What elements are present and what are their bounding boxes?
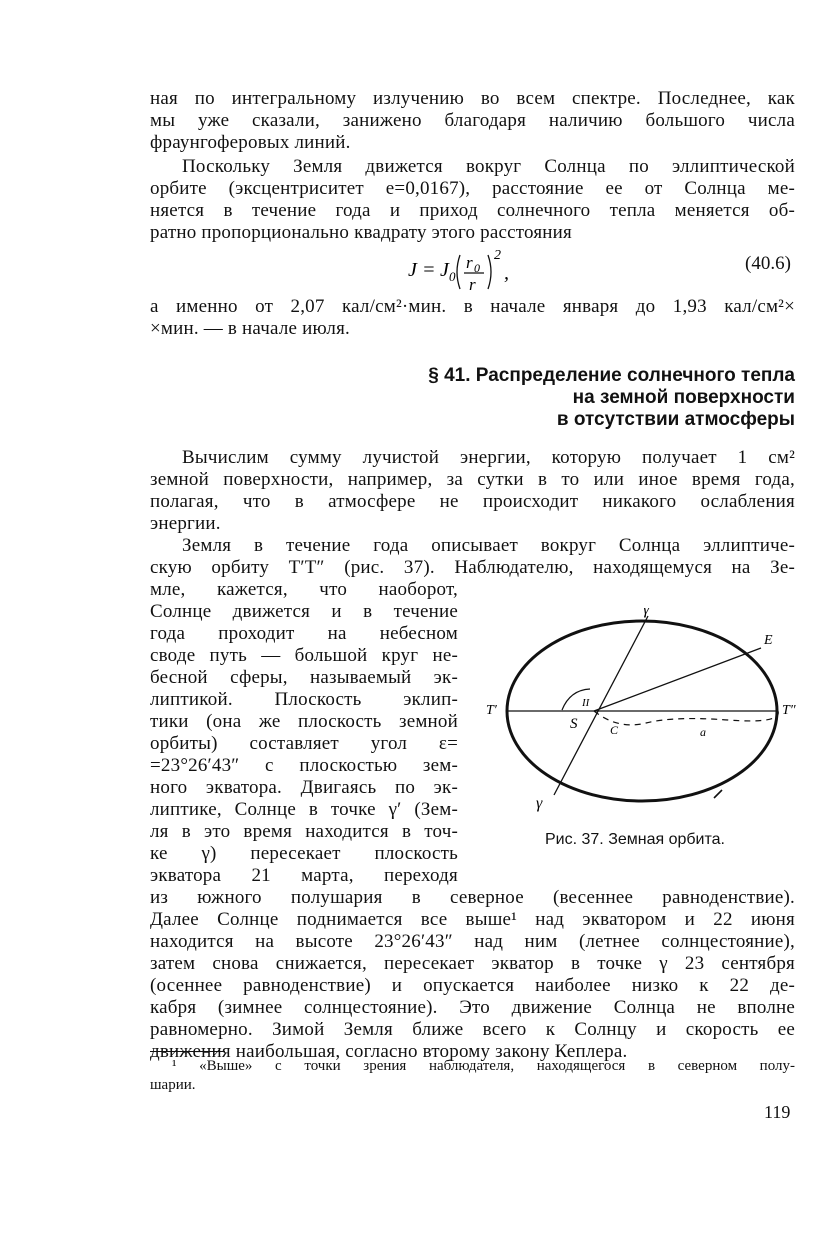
wrapped-line-11: липтике, Солнце в точке γ′ (Зем-	[150, 799, 458, 820]
intro-line-6: няется в течение года и приход солнечного тепла меняется об-	[150, 200, 795, 221]
intro-line-8: а именно от 2,07 кал/см²·мин. в начале января до 1,93 кал/см²×	[150, 296, 795, 317]
conclusion-line-6: кабря (зимнее солнцестояние). Это движение Солнца не вполне	[150, 997, 795, 1018]
conclusion-line-1: из южного полушария в северное (весеннее равноденствие).	[150, 887, 795, 908]
conclusion-line-3: находится на высоте 23°26′43″ над ним (летнее солнцестояние),	[150, 931, 795, 952]
orbit-diagram	[478, 608, 808, 828]
wrapped-line-14: экватора 21 марта, переходя	[150, 865, 458, 886]
footnote-line-1: ¹ «Выше» с точки зрения наблюдателя, находящегося в северном полу-	[172, 1058, 795, 1074]
body-line-5: Земля в течение года описывает вокруг Солнца эллиптиче-	[182, 535, 795, 556]
equation-number: (40.6)	[745, 253, 791, 274]
svg-text:0: 0	[474, 261, 480, 275]
svg-text:J: J	[440, 259, 449, 281]
wrapped-line-5: бесной сферы, называемый эк-	[150, 667, 458, 688]
wrapped-line-8: орбиты) составляет угол ε=	[150, 733, 458, 754]
label-c: C	[610, 723, 619, 737]
wrapped-line-2: Солнце движется и в течение	[150, 601, 458, 622]
body-line-4: энергии.	[150, 513, 221, 534]
formula-graphic	[408, 243, 548, 301]
intro-line-7: ратно пропорционально квадрату этого расстояния	[150, 222, 572, 243]
intro-line-3: фраунгоферовых линий.	[150, 132, 351, 153]
svg-text:J: J	[408, 259, 417, 281]
svg-text:=: =	[422, 259, 436, 281]
conclusion-line-7: равномерно. Зимой Земля ближе всего к Солнцу и скорость ее	[150, 1019, 795, 1040]
wrapped-line-9: =23°26′43″ с плоскостью зем-	[150, 755, 458, 776]
intro-line-2: мы уже сказали, занижено благодаря наличию большого числа	[150, 110, 795, 131]
conclusion-line-2: Далее Солнце поднимается все выше¹ над экватором и 22 июня	[150, 909, 795, 930]
formula-40-6	[408, 243, 548, 307]
svg-text:2: 2	[494, 248, 501, 263]
section-heading-line-3: в отсутствии атмосферы	[556, 409, 795, 430]
wrapped-line-1: мле, кажется, что наоборот,	[150, 579, 458, 600]
body-line-6: скую орбиту T′T″ (рис. 37). Наблюдателю, находящемуся на Зе-	[150, 557, 795, 578]
body-line-1: Вычислим сумму лучистой энергии, которую получает 1 см²	[182, 447, 795, 468]
label-e: E	[764, 633, 773, 648]
body-line-3: полагая, что в атмосфере не происходит никакого ослабления	[150, 491, 795, 512]
label-gamma-prime: γ′	[643, 608, 653, 618]
label-t-prime: T′	[486, 703, 497, 718]
label-a: a	[700, 725, 706, 739]
figure-37	[478, 608, 808, 833]
intro-line-1: ная по интегральному излучению во всем спектре. Последнее, как	[150, 88, 795, 109]
wrapped-line-4: своде путь — большой круг не-	[150, 645, 458, 666]
section-heading-line-2: на земной поверхности	[572, 387, 795, 408]
wrapped-line-6: липтикой. Плоскость эклип-	[150, 689, 458, 710]
intro-line-5: орбите (эксцентриситет e=0,0167), расстояние ее от Солнца ме-	[150, 178, 795, 199]
wrapped-line-12: ля в это время находится в точ-	[150, 821, 458, 842]
page-number: 119	[764, 1102, 791, 1122]
label-s: S	[570, 716, 578, 732]
label-t-double-prime: T″	[782, 703, 796, 718]
conclusion-line-4: затем снова снижается, пересекает экватор в точке γ 23 сентября	[150, 953, 795, 974]
conclusion-line-8: движения наибольшая, согласно второму закону Кеплера.	[150, 1041, 628, 1062]
wrapped-line-13: ке γ) пересекает плоскость	[150, 843, 458, 864]
conclusion-line-5: (осеннее равноденствие) и опускается наиболее низко к 22 де-	[150, 975, 795, 996]
section-heading-line-1: § 41. Распределение солнечного тепла	[428, 365, 795, 386]
svg-text:0: 0	[449, 269, 456, 284]
intro-line-4: Поскольку Земля движется вокруг Солнца по эллиптической	[182, 156, 795, 177]
wrapped-line-3: года проходит на небесном	[150, 623, 458, 644]
wrapped-line-7: тики (она же плоскость земной	[150, 711, 458, 732]
label-angle: II	[582, 697, 590, 709]
svg-text:,: ,	[504, 262, 509, 284]
body-line-2: земной поверхности, например, за сутки в то или иное время года,	[150, 469, 795, 490]
intro-line-9: ×мин. — в начале июля.	[150, 318, 350, 339]
label-gamma: γ	[536, 795, 543, 812]
footnote-line-2: шарии.	[150, 1077, 196, 1093]
svg-text:r: r	[469, 275, 476, 294]
footnote-divider	[150, 1051, 225, 1052]
figure-caption: Рис. 37. Земная орбита.	[545, 831, 725, 848]
wrapped-line-10: ного экватора. Двигаясь по эк-	[150, 777, 458, 798]
svg-text:r: r	[466, 253, 473, 272]
